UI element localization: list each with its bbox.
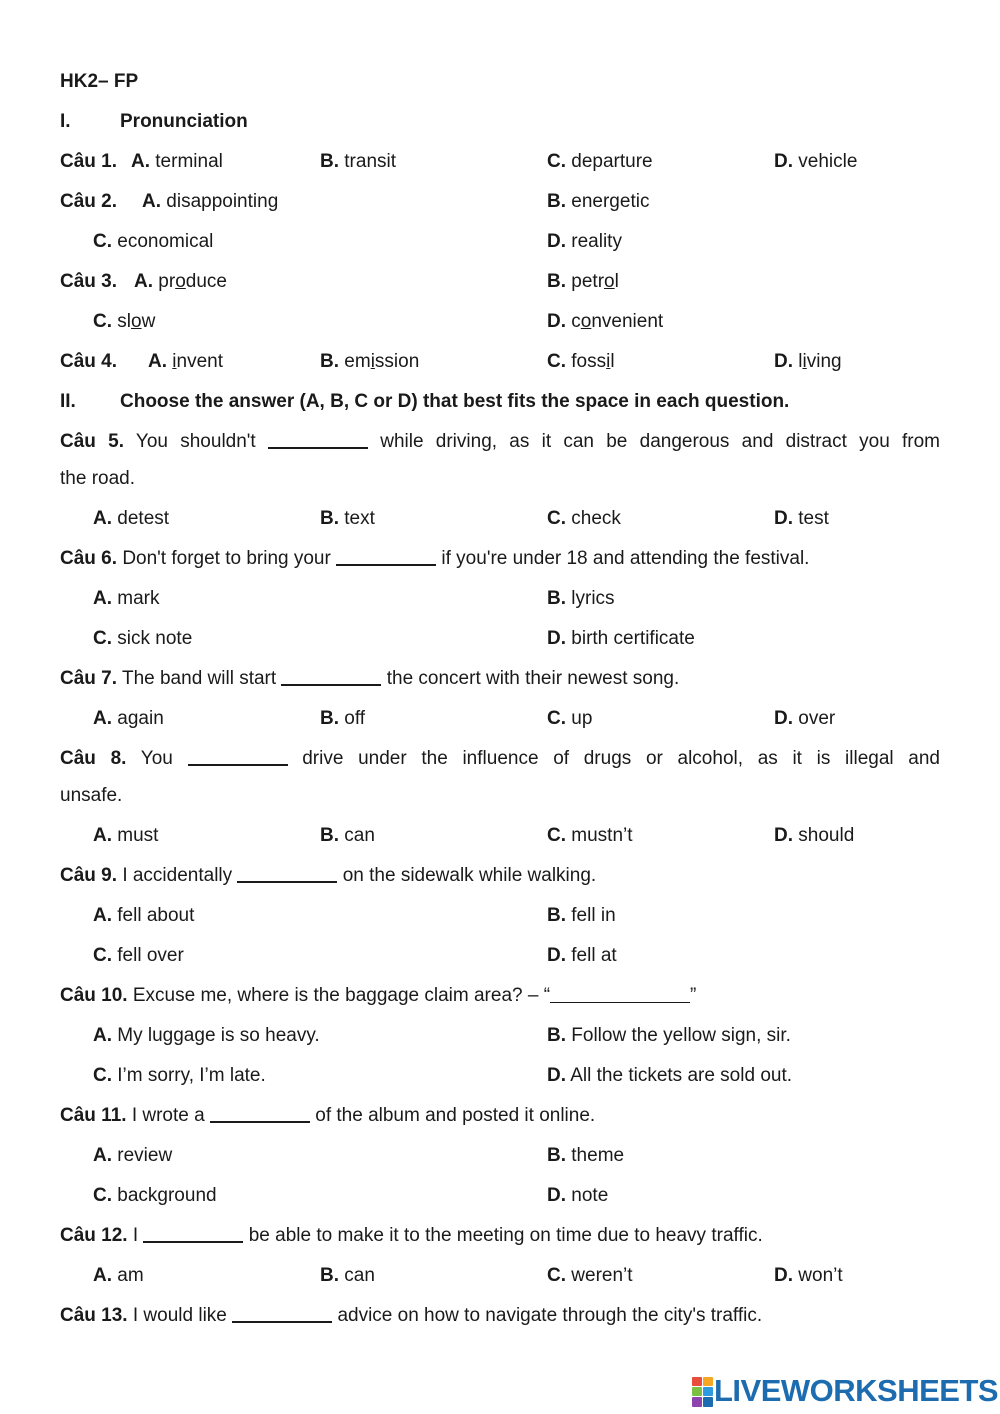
option-b[interactable]: B. transit xyxy=(320,151,397,172)
option-c[interactable]: C. fell over xyxy=(93,945,184,966)
logo-wordmark: LIVEWORKSHEETS xyxy=(714,1373,999,1408)
question-label: Câu 3. xyxy=(60,271,118,292)
option-a[interactable]: A. detest xyxy=(93,508,170,529)
option-a[interactable]: A. review xyxy=(93,1145,173,1166)
option-d[interactable]: D. over xyxy=(774,708,836,729)
option-b[interactable]: B. can xyxy=(320,825,375,846)
option-c[interactable]: C. mustn’t xyxy=(547,825,633,846)
option-d[interactable]: D. birth certificate xyxy=(547,628,695,649)
answer-blank[interactable] xyxy=(232,1303,332,1323)
question-6-stem: Câu 6. Don't forget to bring your if you're under 18 and attending the festival. xyxy=(60,548,810,569)
logo-mark-tile xyxy=(692,1387,702,1396)
question-label: Câu 13. xyxy=(60,1305,128,1326)
option-c[interactable]: C. fossil xyxy=(547,351,615,372)
option-d[interactable]: D. won’t xyxy=(774,1265,843,1286)
option-c[interactable]: C. slow xyxy=(93,311,156,332)
option-c[interactable]: C. up xyxy=(547,708,593,729)
option-c[interactable]: C. I’m sorry, I’m late. xyxy=(93,1065,266,1086)
option-b[interactable]: B. can xyxy=(320,1265,375,1286)
option-c[interactable]: C. departure xyxy=(547,151,653,172)
question-label: Câu 7. xyxy=(60,668,118,689)
question-label: Câu 6. xyxy=(60,548,118,569)
answer-blank[interactable] xyxy=(336,546,436,566)
question-label: Câu 5. xyxy=(60,431,124,452)
logo-mark-tile xyxy=(703,1387,713,1396)
logo-mark-tile xyxy=(692,1377,702,1386)
option-c[interactable]: C. background xyxy=(93,1185,217,1206)
question-label: Câu 10. xyxy=(60,985,128,1006)
option-b[interactable]: B. text xyxy=(320,508,375,529)
answer-blank[interactable] xyxy=(210,1103,310,1123)
question-11-stem: Câu 11. I wrote a of the album and posted it online. xyxy=(60,1105,596,1126)
option-b[interactable]: B. off xyxy=(320,708,366,729)
question-5-stem-continued: the road. xyxy=(60,468,135,489)
option-a[interactable]: A. terminal xyxy=(131,151,223,172)
option-d[interactable]: D. test xyxy=(774,508,829,529)
option-a[interactable]: A. disappointing xyxy=(142,191,279,212)
logo-mark-tile xyxy=(703,1397,713,1407)
answer-blank[interactable] xyxy=(237,863,337,883)
worksheet-title: HK2– FP xyxy=(60,71,139,92)
section-title: Pronunciation xyxy=(120,111,248,132)
question-13-stem: Câu 13. I would like advice on how to navigate through the city's traffic. xyxy=(60,1305,763,1326)
option-d[interactable]: D. reality xyxy=(547,231,622,252)
section-number: I. xyxy=(60,111,71,132)
question-3 xyxy=(60,269,940,295)
option-b[interactable]: B. energetic xyxy=(547,191,650,212)
question-2 xyxy=(60,189,940,215)
liveworksheets-mark-icon xyxy=(692,1377,712,1405)
option-b[interactable]: B. emission xyxy=(320,351,420,372)
option-c[interactable]: C. economical xyxy=(93,231,214,252)
answer-blank[interactable] xyxy=(188,746,288,766)
option-b[interactable]: B. fell in xyxy=(547,905,616,926)
section-number: II. xyxy=(60,391,76,412)
option-d[interactable]: D. convenient xyxy=(547,311,664,332)
answer-blank[interactable] xyxy=(550,984,690,1003)
question-4 xyxy=(60,349,940,375)
option-b[interactable]: B. petrol xyxy=(547,271,619,292)
option-a[interactable]: A. again xyxy=(93,708,164,729)
question-5-stem: Câu 5. You shouldn't while driving, as it can be dangerous and distract you from xyxy=(60,431,941,452)
option-d[interactable]: D. should xyxy=(774,825,855,846)
option-d[interactable]: D. note xyxy=(547,1185,609,1206)
option-a[interactable]: A. produce xyxy=(134,271,227,292)
option-c[interactable]: C. sick note xyxy=(93,628,193,649)
logo-mark-tile xyxy=(703,1377,713,1386)
question-label: Câu 11. xyxy=(60,1105,127,1126)
question-label: Câu 12. xyxy=(60,1225,128,1246)
option-b[interactable]: B. Follow the yellow sign, sir. xyxy=(547,1025,791,1046)
section-title: Choose the answer (A, B, C or D) that best fits the space in each question. xyxy=(120,391,790,412)
option-d[interactable]: D. vehicle xyxy=(774,151,858,172)
question-1 xyxy=(60,149,940,175)
answer-blank[interactable] xyxy=(268,429,368,449)
option-a[interactable]: A. mark xyxy=(93,588,160,609)
option-b[interactable]: B. lyrics xyxy=(547,588,615,609)
option-d[interactable]: D. fell at xyxy=(547,945,617,966)
liveworksheets-logo xyxy=(692,1374,998,1408)
option-c[interactable]: C. weren’t xyxy=(547,1265,633,1286)
option-b[interactable]: B. theme xyxy=(547,1145,625,1166)
option-d[interactable]: D. All the tickets are sold out. xyxy=(547,1065,793,1086)
question-7-stem: Câu 7. The band will start the concert with their newest song. xyxy=(60,668,680,689)
option-a[interactable]: A. invent xyxy=(148,351,223,372)
option-d[interactable]: D. living xyxy=(774,351,842,372)
option-a[interactable]: A. must xyxy=(93,825,159,846)
question-12-stem: Câu 12. I be able to make it to the meeting on time due to heavy traffic. xyxy=(60,1225,763,1246)
question-label: Câu 4. xyxy=(60,351,118,372)
question-label: Câu 2. xyxy=(60,191,118,212)
question-8-stem-continued: unsafe. xyxy=(60,785,123,806)
answer-blank[interactable] xyxy=(143,1223,243,1243)
answer-blank[interactable] xyxy=(281,666,381,686)
option-a[interactable]: A. am xyxy=(93,1265,144,1286)
question-label: Câu 1. xyxy=(60,151,118,172)
question-10-stem: Câu 10. Excuse me, where is the baggage claim area? – “ ” xyxy=(60,985,697,1006)
option-a[interactable]: A. fell about xyxy=(93,905,195,926)
question-9-stem: Câu 9. I accidentally on the sidewalk while walking. xyxy=(60,865,597,886)
option-a[interactable]: A. My luggage is so heavy. xyxy=(93,1025,320,1046)
question-8-stem: Câu 8. You drive under the influence of drugs or alcohol, as it is illegal and xyxy=(60,748,941,769)
question-label: Câu 9. xyxy=(60,865,118,886)
option-c[interactable]: C. check xyxy=(547,508,621,529)
question-label: Câu 8. xyxy=(60,748,127,769)
logo-mark-tile xyxy=(692,1397,702,1407)
